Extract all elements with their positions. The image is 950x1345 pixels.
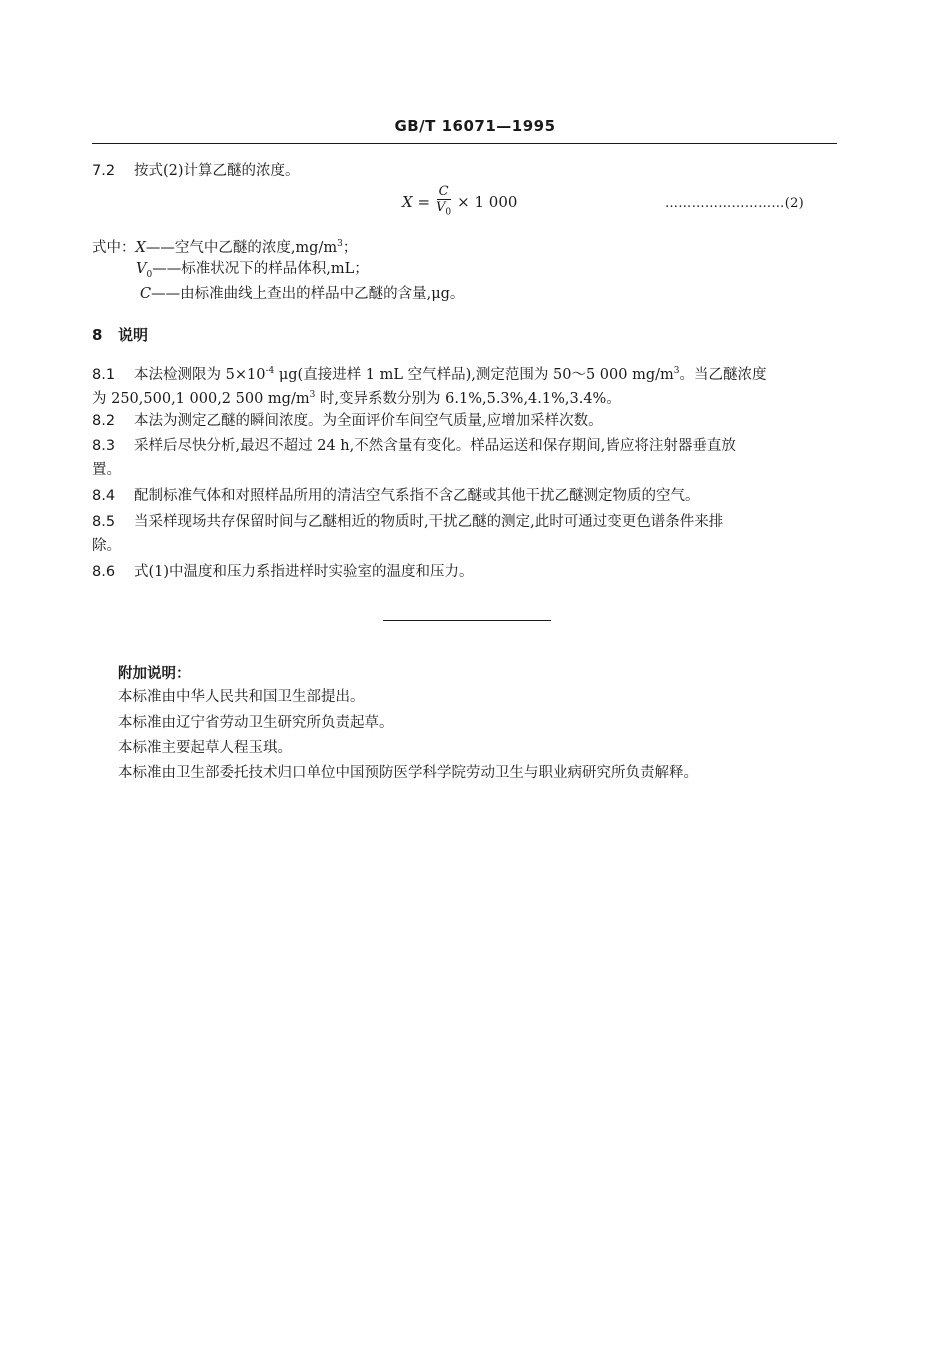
clause-8-3-line-2 (92, 460, 121, 480)
clause-text: 当采样现场共存保留时间与乙醚相近的物质时,干扰乙醚的测定,此时可通过变更色谱条件来排 (134, 514, 724, 530)
section-8-heading (92, 324, 148, 345)
clause-number: 8.1 (92, 366, 116, 383)
where-label: 式中： (92, 239, 136, 256)
clause-number: 8.3 (92, 438, 116, 454)
section-title: 说明 (118, 326, 149, 344)
header-rule (92, 143, 837, 144)
clause-text: 除。 (92, 538, 121, 554)
clause-8-6 (92, 562, 474, 582)
formula-denominator: $V_0$ (436, 200, 452, 218)
standard-code-header: GB/T 16071—1995 (394, 117, 556, 135)
clause-number: 8.6 (92, 564, 116, 580)
formula-fraction (436, 184, 451, 221)
formula-reference: ………………………(2) (665, 196, 805, 211)
clause-7-2 (92, 161, 300, 181)
clause-8-1-line-2 (92, 385, 621, 409)
clause-text: μg(直接进样 1 mL 空气样品),测定范围为 50～5 000 mg/m (274, 366, 674, 383)
formula-lhs: X = (402, 193, 431, 212)
superscript: -4 (265, 366, 275, 376)
clause-text: 置。 (92, 462, 121, 478)
clause-number: 8.4 (92, 488, 116, 504)
clause-text: 。当乙醚浓度 (679, 366, 767, 383)
def-symbol: V (136, 261, 147, 277)
clause-text: 按式(2)计算乙醚的浓度。 (134, 163, 300, 179)
clause-number: 8.2 (92, 413, 116, 429)
clause-text: 式(1)中温度和压力系指进样时实验室的温度和压力。 (134, 564, 474, 580)
clause-8-3-line-1 (92, 436, 736, 456)
def-tail: ； (342, 239, 358, 256)
def-desc: ——标准状况下的样品体积,mL； (152, 261, 369, 277)
superscript: 3 (309, 390, 316, 400)
note-line: 本标准由卫生部委托技术归口单位中国预防医学科学院劳动卫生与职业病研究所负责解释。 (118, 765, 698, 781)
clause-8-2 (92, 411, 603, 431)
clause-text: 采样后尽快分析,最迟不超过 24 h,不然含量有变化。样品运送和保存期间,皆应将注射器垂直放 (134, 438, 736, 454)
note-line: 本标准主要起草人程玉琪。 (118, 740, 292, 756)
definition-line-c (140, 284, 464, 304)
section-number: 8 (92, 326, 103, 344)
notes-title: 附加说明： (118, 666, 191, 682)
superscript: 3 (673, 366, 680, 376)
clause-text: 为 250,500,1 000,2 500 mg/m (92, 390, 310, 407)
formula-numerator: C (438, 184, 449, 199)
end-rule (383, 620, 551, 621)
clause-number: 8.5 (92, 514, 116, 530)
formula-rhs: × 1 000 (457, 193, 518, 212)
definition-line-v0 (136, 259, 369, 285)
note-line: 本标准由中华人民共和国卫生部提出。 (118, 689, 365, 705)
def-sub: 0 (146, 269, 153, 280)
definition-line-x (92, 234, 357, 258)
clause-8-1-line-1 (92, 361, 766, 385)
clause-text: 配制标准气体和对照样品所用的清洁空气系指不含乙醚或其他干扰乙醚测定物质的空气。 (134, 488, 700, 504)
def-sup: 3 (337, 239, 343, 249)
def-symbol: X (135, 239, 146, 256)
clause-number: 7.2 (92, 163, 116, 179)
note-line: 本标准由辽宁省劳动卫生研究所负责起草。 (118, 715, 394, 731)
def-desc: ——由标准曲线上查出的样品中乙醚的含量,μg。 (151, 286, 465, 302)
clause-text: 时,变异系数分别为 6.1%,5.3%,4.1%,3.4%。 (315, 390, 621, 407)
def-desc: ——空气中乙醚的浓度,mg/m (145, 239, 338, 256)
formula-2 (402, 184, 517, 221)
clause-8-5-line-1 (92, 512, 723, 532)
def-symbol: C (140, 286, 152, 302)
clause-8-5-line-2 (92, 536, 121, 556)
clause-text: 本法为测定乙醚的瞬间浓度。为全面评价车间空气质量,应增加采样次数。 (134, 413, 603, 429)
clause-text: 本法检测限为 5×10 (134, 366, 266, 383)
clause-8-4 (92, 486, 700, 506)
